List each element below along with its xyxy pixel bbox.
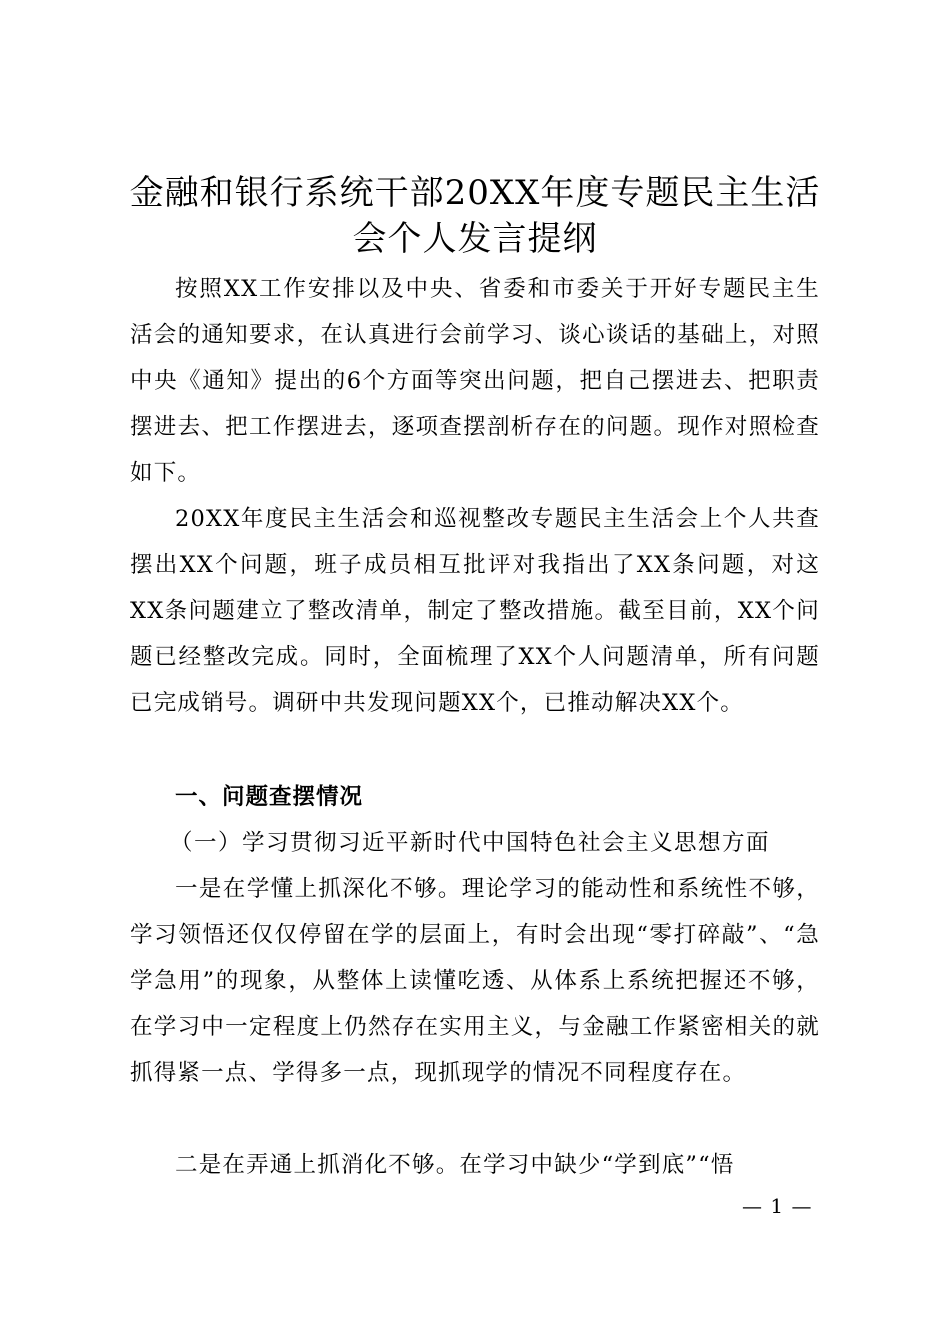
paragraph-point-one: 一是在学懂上抓深化不够。理论学习的能动性和系统性不够，学习领悟还仅仅停留在学的层面上，有时会出现“零打碎敲”、“急学急用”的现象，从整体上读懂吃透、从体系上系统把握还不够，在学习中一定程度上仍然存在实用主义，与金融工作紧密相关的就抓得紧一点、学得多一点，现抓现学的情况不同程度存在。 — [130, 876, 820, 1086]
page-number: — 1 — — [742, 1194, 813, 1218]
subsection-heading: （一）学习贯彻习近平新时代中国特色社会主义思想方面 — [170, 830, 771, 856]
document-title — [120, 170, 830, 262]
title-line-1: 金融和银行系统干部20XX年度专题民主生活 — [129, 173, 821, 213]
paragraph-point-two: 二是在弄通上抓消化不够。在学习中缺少“学到底”“悟 — [175, 1152, 735, 1178]
paragraph-intro: 按照XX工作安排以及中央、省委和市委关于开好专题民主生活会的通知要求，在认真进行会前学习、谈心谈话的基础上，对照中央《通知》提出的6个方面等突出问题，把自己摆进去、把职责摆进去、把工作摆进去，逐项查摆剖析存在的问题。现作对照检查如下。 — [130, 276, 820, 486]
paragraph-summary: 20XX年度民主生活会和巡视整改专题民主生活会上个人共查摆出XX个问题，班子成员相互批评对我指出了XX条问题，对这XX条问题建立了整改清单，制定了整改措施。截至目前，XX个问题已经整改完成。同时，全面梳理了XX个人问题清单，所有问题已完成销号。调研中共发现问题XX个，已推动解决XX个。 — [130, 506, 820, 716]
title-line-2: 会个人发言提纲 — [352, 219, 598, 259]
section-heading: 一、问题查摆情况 — [175, 784, 364, 810]
